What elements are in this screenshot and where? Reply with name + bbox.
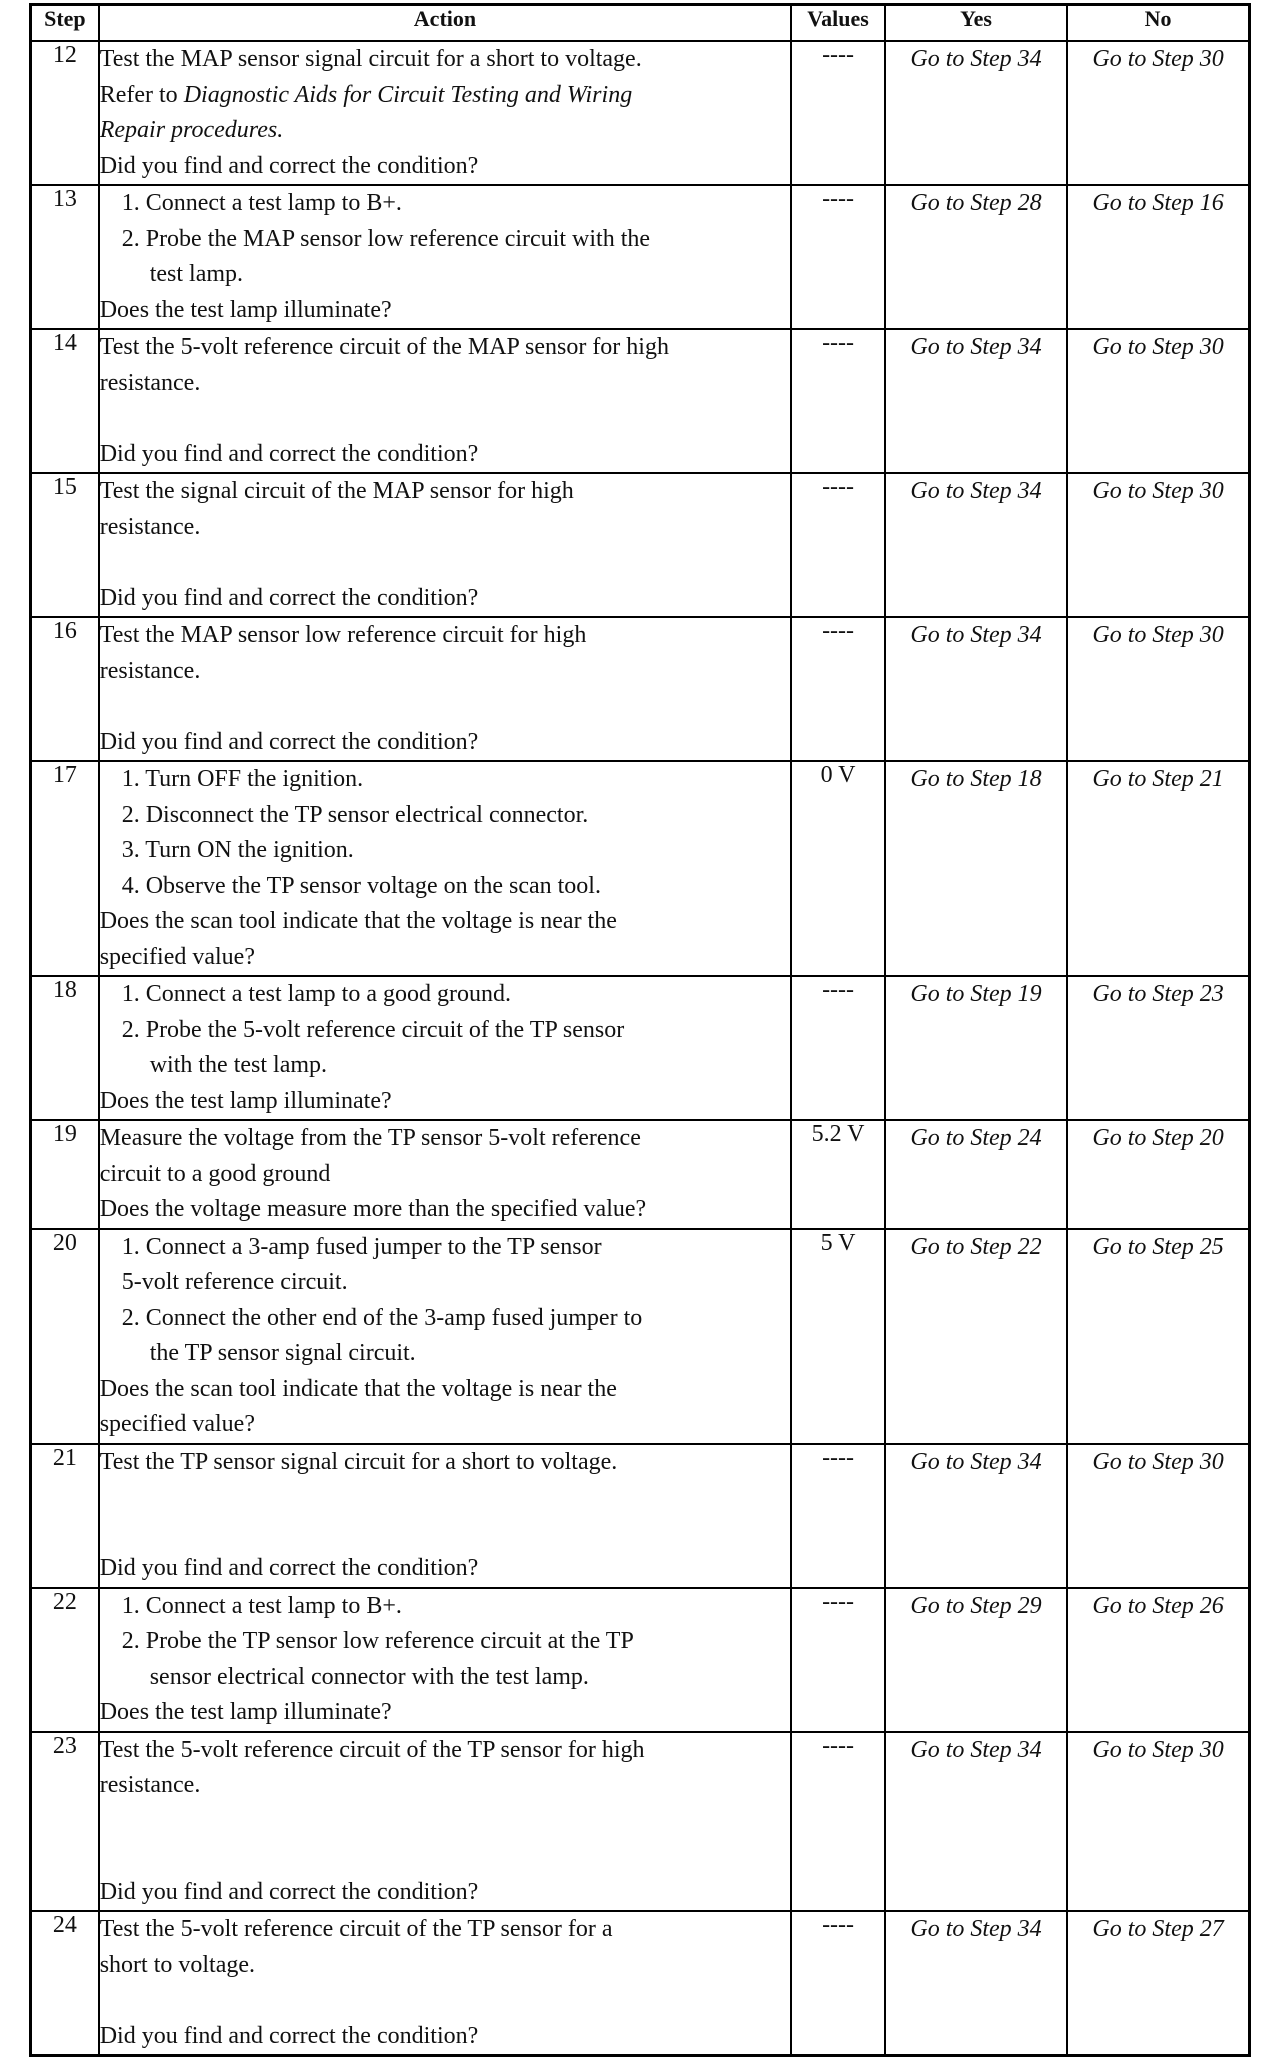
value-cell: ---- — [791, 473, 885, 617]
table-row — [31, 976, 1250, 1120]
value-cell: ---- — [791, 185, 885, 329]
table-row — [31, 41, 1250, 185]
action-cell — [99, 1229, 791, 1444]
action-cell — [99, 617, 791, 761]
action-line: Does the scan tool indicate that the voltage is near the — [99, 908, 617, 934]
action-line: Does the test lamp illuminate? — [99, 296, 392, 323]
value-cell: ---- — [791, 976, 885, 1120]
action-line: Test the 5-volt reference circuit of the TP sensor for a — [99, 1916, 613, 1942]
action-line: Did you find and correct the condition? — [99, 1555, 479, 1581]
action-step-item: sensor electrical connector with the test lamp. — [149, 1663, 589, 1690]
action-step-item: 5-volt reference circuit. — [121, 1269, 348, 1295]
step-number: 24 — [31, 1911, 99, 2056]
yes-link: Go to Step 22 — [885, 1229, 1067, 1444]
action-step-item: 2. Disconnect the TP sensor electrical connector. — [121, 801, 589, 828]
no-link: Go to Step 30 — [1067, 41, 1249, 185]
action-line: Did you find and correct the condition? — [99, 440, 479, 467]
header-action: Action — [99, 5, 791, 42]
action-step-item: 1. Connect a test lamp to B+. — [121, 1592, 402, 1619]
step-number: 23 — [31, 1732, 99, 1912]
action-step-item: with the test lamp. — [149, 1052, 328, 1078]
value-cell: 5.2 V — [791, 1120, 885, 1229]
action-step-item: 1. Turn OFF the ignition. — [121, 766, 364, 792]
table-body — [31, 41, 1250, 2056]
action-cell — [99, 976, 791, 1120]
no-link: Go to Step 21 — [1067, 761, 1249, 976]
value-cell: ---- — [791, 617, 885, 761]
action-step-item: 1. Connect a test lamp to a good ground. — [121, 981, 511, 1007]
action-step-item: 2. Connect the other end of the 3-amp fused jumper to — [121, 1304, 643, 1331]
action-line: Test the signal circuit of the MAP sensor for high — [99, 478, 574, 504]
step-number: 21 — [31, 1444, 99, 1588]
action-step-item: 3. Turn ON the ignition. — [121, 837, 354, 863]
action-step-item: 1. Connect a test lamp to B+. — [121, 190, 402, 216]
table-row — [31, 329, 1250, 473]
table-row — [31, 1911, 1250, 2056]
yes-link: Go to Step 18 — [885, 761, 1067, 976]
action-cell — [99, 761, 791, 976]
action-cell — [99, 1911, 791, 2056]
step-number: 15 — [31, 473, 99, 617]
no-link: Go to Step 30 — [1067, 1732, 1249, 1912]
step-number: 13 — [31, 185, 99, 329]
action-spacer — [100, 1480, 790, 1516]
action-spacer — [100, 401, 790, 437]
action-line: specified value? — [99, 943, 255, 970]
value-cell: ---- — [791, 41, 885, 185]
value-cell: ---- — [791, 1732, 885, 1912]
table-row — [31, 1229, 1250, 1444]
action-line: Did you find and correct the condition? — [99, 728, 479, 755]
action-spacer — [100, 545, 790, 581]
action-line — [100, 78, 790, 114]
header-step: Step — [31, 5, 99, 42]
action-cell — [99, 1444, 791, 1588]
action-line: resistance. — [99, 1772, 201, 1798]
no-link: Go to Step 16 — [1067, 185, 1249, 329]
action-cell — [99, 1588, 791, 1732]
no-link: Go to Step 30 — [1067, 473, 1249, 617]
action-line: Did you find and correct the condition? — [99, 584, 479, 611]
table-row — [31, 185, 1250, 329]
action-line: Does the voltage measure more than the specified value? — [99, 1196, 647, 1222]
action-cell — [99, 41, 791, 185]
table-row — [31, 1732, 1250, 1912]
action-line: Repair procedures. — [99, 117, 284, 143]
action-line: Test the MAP sensor low reference circuit for high — [99, 622, 587, 648]
action-spacer — [100, 1983, 790, 2019]
no-link: Go to Step 23 — [1067, 976, 1249, 1120]
yes-link: Go to Step 34 — [885, 473, 1067, 617]
yes-link: Go to Step 34 — [885, 1911, 1067, 2056]
header-no: No — [1067, 5, 1249, 42]
yes-link: Go to Step 28 — [885, 185, 1067, 329]
no-link: Go to Step 20 — [1067, 1120, 1249, 1229]
action-cell — [99, 185, 791, 329]
no-link: Go to Step 30 — [1067, 617, 1249, 761]
action-line: Test the MAP sensor signal circuit for a short to voltage. — [99, 46, 642, 72]
action-line: Test the 5-volt reference circuit of the TP sensor for high — [99, 1736, 645, 1763]
action-step-item: 2. Probe the 5-volt reference circuit of the TP sensor — [121, 1016, 625, 1043]
action-spacer — [100, 689, 790, 725]
action-line: Does the test lamp illuminate? — [99, 1699, 392, 1725]
action-line: Did you find and correct the condition? — [99, 1878, 479, 1905]
table-row — [31, 1444, 1250, 1588]
action-line: specified value? — [99, 1411, 255, 1437]
action-step-item: test lamp. — [149, 261, 244, 287]
step-number: 20 — [31, 1229, 99, 1444]
action-cell — [99, 1120, 791, 1229]
action-line: circuit to a good ground — [99, 1160, 331, 1187]
yes-link: Go to Step 29 — [885, 1588, 1067, 1732]
table-row — [31, 617, 1250, 761]
table-row — [31, 473, 1250, 617]
table-header-row — [31, 5, 1250, 42]
action-line: resistance. — [99, 369, 201, 396]
no-link: Go to Step 25 — [1067, 1229, 1249, 1444]
action-step-item: the TP sensor signal circuit. — [149, 1340, 416, 1366]
value-cell: 5 V — [791, 1229, 885, 1444]
action-cell — [99, 329, 791, 473]
step-number: 12 — [31, 41, 99, 185]
action-cell — [99, 1732, 791, 1912]
yes-link: Go to Step 24 — [885, 1120, 1067, 1229]
action-line: short to voltage. — [99, 1951, 256, 1978]
diagnostic-table — [29, 3, 1251, 2057]
action-line: Does the scan tool indicate that the voltage is near the — [99, 1375, 617, 1402]
step-number: 19 — [31, 1120, 99, 1229]
step-number: 14 — [31, 329, 99, 473]
header-values: Values — [791, 5, 885, 42]
action-step-item: 4. Observe the TP sensor voltage on the scan tool. — [121, 872, 601, 899]
no-link: Go to Step 26 — [1067, 1588, 1249, 1732]
action-line: Test the TP sensor signal circuit for a short to voltage. — [99, 1448, 618, 1475]
yes-link: Go to Step 34 — [885, 1732, 1067, 1912]
action-line: Did you find and correct the condition? — [99, 2022, 479, 2049]
table-row — [31, 1120, 1250, 1229]
action-line: resistance. — [99, 657, 201, 684]
action-step-item: 2. Probe the TP sensor low reference circuit at the TP — [121, 1628, 634, 1654]
value-cell: ---- — [791, 329, 885, 473]
step-number: 16 — [31, 617, 99, 761]
action-spacer — [100, 1839, 790, 1875]
action-reference: Diagnostic Aids for Circuit Testing and Wiring — [183, 81, 633, 108]
value-cell: 0 V — [791, 761, 885, 976]
action-step-item: 1. Connect a 3-amp fused jumper to the TP sensor — [121, 1233, 602, 1260]
yes-link: Go to Step 34 — [885, 1444, 1067, 1588]
header-yes: Yes — [885, 5, 1067, 42]
no-link: Go to Step 27 — [1067, 1911, 1249, 2056]
action-cell — [99, 473, 791, 617]
yes-link: Go to Step 34 — [885, 617, 1067, 761]
yes-link: Go to Step 34 — [885, 329, 1067, 473]
step-number: 22 — [31, 1588, 99, 1732]
yes-link: Go to Step 34 — [885, 41, 1067, 185]
action-line: Test the 5-volt reference circuit of the MAP sensor for high — [99, 334, 669, 360]
value-cell: ---- — [791, 1911, 885, 2056]
action-line: Did you find and correct the condition? — [99, 152, 479, 179]
step-number: 18 — [31, 976, 99, 1120]
action-line: Measure the voltage from the TP sensor 5-volt reference — [99, 1125, 641, 1151]
no-link: Go to Step 30 — [1067, 329, 1249, 473]
value-cell: ---- — [791, 1588, 885, 1732]
action-step-item: 2. Probe the MAP sensor low reference circuit with the — [121, 225, 651, 252]
step-number: 17 — [31, 761, 99, 976]
action-spacer — [100, 1804, 790, 1840]
value-cell: ---- — [791, 1444, 885, 1588]
action-spacer — [100, 1516, 790, 1552]
table-row — [31, 761, 1250, 976]
table-row — [31, 1588, 1250, 1732]
action-text: Refer to — [99, 81, 178, 108]
action-line: Does the test lamp illuminate? — [99, 1087, 392, 1114]
action-line: resistance. — [99, 513, 201, 540]
yes-link: Go to Step 19 — [885, 976, 1067, 1120]
no-link: Go to Step 30 — [1067, 1444, 1249, 1588]
